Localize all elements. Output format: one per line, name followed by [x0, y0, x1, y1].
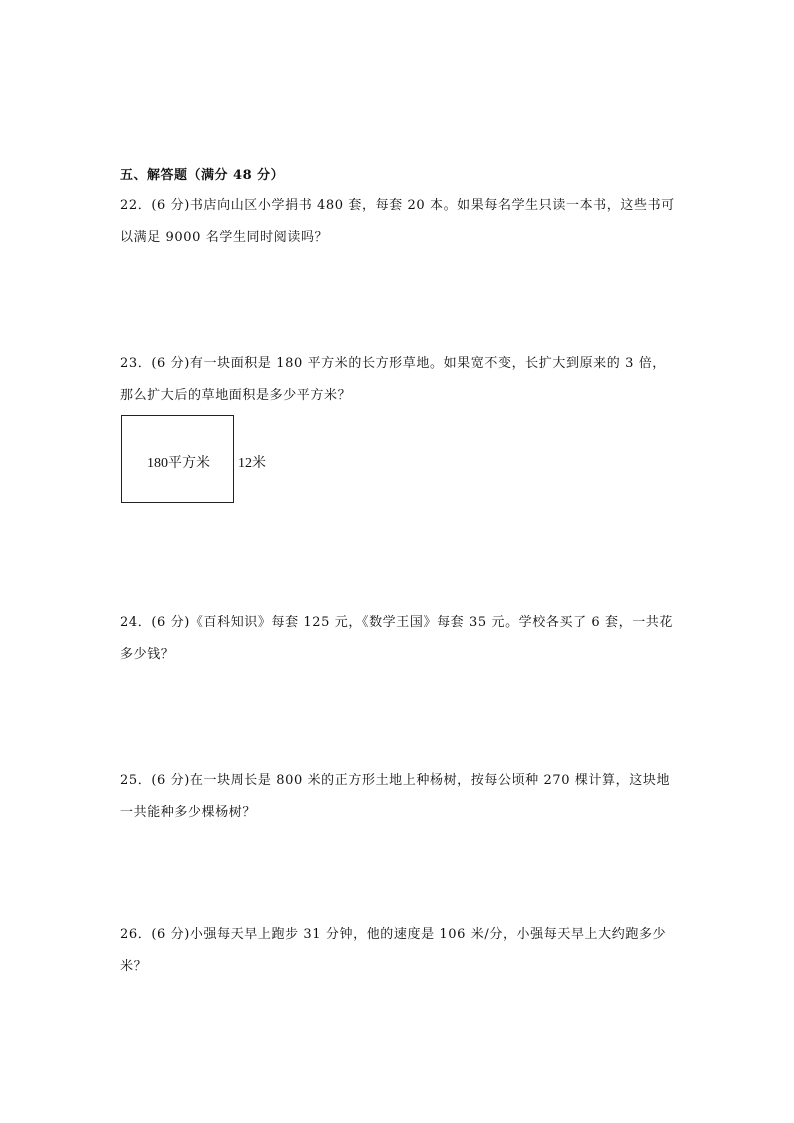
question-23 — [120, 348, 680, 412]
rectangle-figure — [121, 415, 234, 503]
question-22-line-1: 22．(6 分)书店向山区小学捐书 480 套，每套 20 本。如果每名学生只读一本书，这些书可 — [120, 198, 675, 213]
question-24-line-2: 多少钱？ — [120, 647, 175, 662]
rectangle-area-label: 180平方米 — [147, 456, 210, 471]
question-23-line-1: 23．(6 分)有一块面积是 180 平方米的长方形草地。如果宽不变，长扩大到原来的 3 倍， — [120, 356, 666, 371]
question-26-line-2: 米？ — [120, 959, 148, 974]
rectangle-side-label: 12米 — [238, 456, 266, 471]
question-25-line-1: 25．(6 分)在一块周长是 800 米的正方形土地上种杨树，按每公顷种 270 棵计算，这块地 — [120, 773, 671, 788]
question-22-line-2: 以满足 9000 名学生同时阅读吗？ — [120, 230, 329, 245]
question-26 — [120, 919, 680, 983]
question-24 — [120, 607, 680, 671]
question-24-line-1: 24．(6 分)《百科知识》每套 125 元，《数学王国》每套 35 元。学校各买了 6 套，一共花 — [120, 615, 674, 630]
section-title: 五、解答题（满分 48 分） — [120, 168, 285, 183]
question-22 — [120, 190, 680, 254]
question-25 — [120, 765, 680, 829]
question-23-line-2: 那么扩大后的草地面积是多少平方米？ — [120, 388, 352, 403]
question-25-line-2: 一共能种多少棵杨树？ — [120, 805, 257, 820]
question-26-line-1: 26．(6 分)小强每天早上跑步 31 分钟，他的速度是 106 米/分，小强每天早上大约跑多少 — [120, 927, 667, 942]
